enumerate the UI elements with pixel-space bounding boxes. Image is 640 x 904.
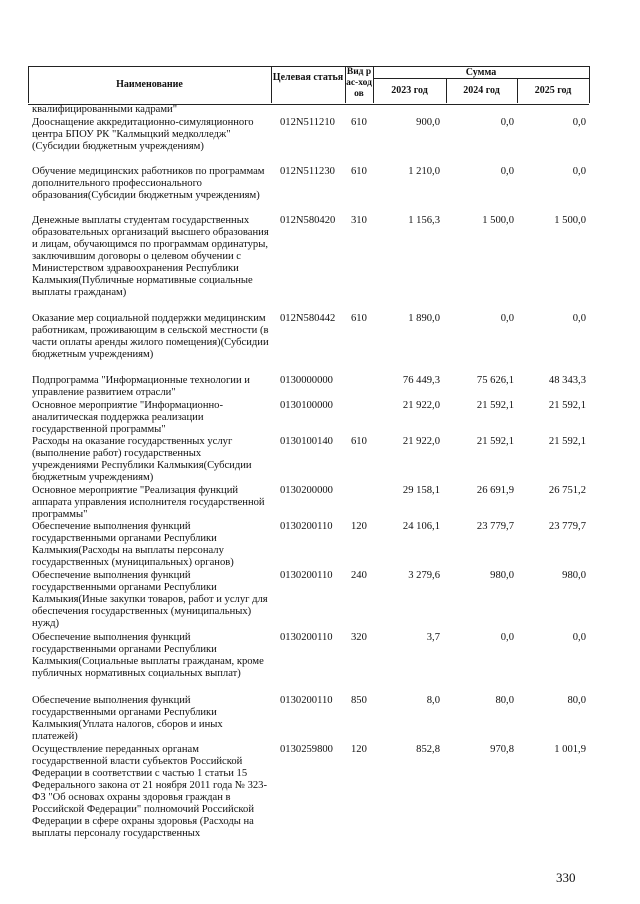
row-code: 0130000000 bbox=[280, 375, 333, 386]
row-code: 0130259800 bbox=[280, 744, 333, 755]
row-2024: 1 500,0 bbox=[482, 215, 514, 226]
row-code: 012N580442 bbox=[280, 313, 336, 324]
row-2023: 24 106,1 bbox=[402, 521, 440, 532]
row-code: 012N580420 bbox=[280, 215, 336, 226]
row-kind: 240 bbox=[351, 570, 367, 581]
row-kind: 610 bbox=[351, 436, 367, 447]
header-name: Наименование bbox=[116, 79, 183, 90]
row-kind: 120 bbox=[351, 521, 367, 532]
row-2023: 900,0 bbox=[416, 117, 440, 128]
row-code: 0130200000 bbox=[280, 485, 333, 496]
row-2025: 26 751,2 bbox=[548, 485, 586, 496]
row-name: Расходы на оказание государственных услуг (выполнение работ) государственных учреждениями Республики Калмыкия(Субсидии бюджетным учреждениям) bbox=[32, 436, 252, 483]
row-2024: 0,0 bbox=[500, 313, 514, 324]
row-name: Основное мероприятие "Информационно-аналитическая поддержка реализации государственной программы" bbox=[32, 400, 223, 435]
row-name: Подпрограмма "Информационные технологии и управление развитием отрасли" bbox=[32, 375, 250, 398]
row-code: 0130100140 bbox=[280, 436, 333, 447]
row-name: Обучение медицинских работников по программам дополнительного профессионального образования(Субсидии бюджетным учреждениям) bbox=[32, 166, 265, 201]
row-2025: 0,0 bbox=[572, 632, 586, 643]
row-name: квалифицированными кадрами" bbox=[32, 104, 178, 115]
row-2023: 29 158,1 bbox=[402, 485, 440, 496]
row-kind: 120 bbox=[351, 744, 367, 755]
row-name: Обеспечение выполнения функций государственными органами Республики Калмыкия(Социальные выплаты гражданам, кроме публичных нормативных социальных выплат) bbox=[32, 632, 264, 679]
header-year-2024: 2024 год bbox=[463, 85, 500, 96]
row-2023: 3,7 bbox=[426, 632, 440, 643]
row-2024: 21 592,1 bbox=[476, 400, 514, 411]
row-2024: 21 592,1 bbox=[476, 436, 514, 447]
row-code: 012N511210 bbox=[280, 117, 335, 128]
row-kind: 310 bbox=[351, 215, 367, 226]
row-2024: 980,0 bbox=[490, 570, 514, 581]
row-2024: 0,0 bbox=[500, 632, 514, 643]
row-kind: 850 bbox=[351, 695, 367, 706]
row-2024: 80,0 bbox=[495, 695, 514, 706]
row-name: Осуществление переданных органам государственной власти субъектов Российской Федерации в соответствии с частью 1 статьи 15 Федерального закона от 21 ноября 2011 года № 323-ФЗ "Об основах охраны здоровья граждан в Российской Федерации" полномочий Российской Федерации в сфере охраны здоровья (Расходы на выплаты персоналу государственных bbox=[32, 744, 267, 839]
row-2025: 21 592,1 bbox=[548, 436, 586, 447]
row-2023: 852,8 bbox=[416, 744, 440, 755]
row-2025: 0,0 bbox=[572, 166, 586, 177]
row-code: 0130200110 bbox=[280, 521, 333, 532]
header-kind: Вид рас-ходов bbox=[346, 67, 372, 99]
row-code: 0130200110 bbox=[280, 695, 333, 706]
row-2025: 1 500,0 bbox=[554, 215, 586, 226]
header-sum: Сумма bbox=[465, 67, 497, 78]
row-kind: 610 bbox=[351, 313, 367, 324]
row-name: Денежные выплаты студентам государственных образовательных организаций высшего образования и лицам, обучающимся по программам ординатуры, заключившим договоры о целевом обучении с Министерством здравоохранения Республики Калмыкия(Публичные нормативные социальные выплаты гражданам) bbox=[32, 215, 269, 298]
row-name: Оказание мер социальной поддержки медицинским работникам, проживающим в сельской местности (в части оплаты аренды жилого помещения)(Субсидии бюджетным учреждениям) bbox=[32, 313, 269, 360]
row-2023: 8,0 bbox=[426, 695, 440, 706]
header-code: Целевая статья bbox=[272, 72, 344, 83]
row-2025: 0,0 bbox=[572, 117, 586, 128]
row-2024: 26 691,9 bbox=[476, 485, 514, 496]
row-code: 0130200110 bbox=[280, 632, 333, 643]
header-year-2025: 2025 год bbox=[534, 85, 572, 96]
row-2025: 23 779,7 bbox=[548, 521, 586, 532]
row-2025: 48 343,3 bbox=[548, 375, 586, 386]
row-2025: 80,0 bbox=[567, 695, 586, 706]
row-2023: 21 922,0 bbox=[402, 436, 440, 447]
row-name: Дооснащение аккредитационно-симуляционного центра БПОУ РК "Калмыцкий медколледж"(Субсидии бюджетным учреждениям) bbox=[32, 117, 254, 152]
row-2024: 75 626,1 bbox=[476, 375, 514, 386]
row-2024: 0,0 bbox=[500, 117, 514, 128]
row-2025: 21 592,1 bbox=[548, 400, 586, 411]
row-2025: 0,0 bbox=[572, 313, 586, 324]
row-name: Обеспечение выполнения функций государственными органами Республики Калмыкия(Расходы на выплаты персоналу государственных (муниципальных) органов) bbox=[32, 521, 234, 568]
row-2023: 1 890,0 bbox=[408, 313, 440, 324]
row-2025: 1 001,9 bbox=[554, 744, 586, 755]
row-kind: 320 bbox=[351, 632, 367, 643]
row-kind: 610 bbox=[351, 166, 367, 177]
row-2023: 1 210,0 bbox=[408, 166, 440, 177]
row-2024: 0,0 bbox=[500, 166, 514, 177]
row-code: 0130100000 bbox=[280, 400, 333, 411]
header-divider bbox=[589, 66, 590, 103]
page-number: 330 bbox=[556, 870, 576, 885]
row-2023: 1 156,3 bbox=[408, 215, 440, 226]
row-name: Обеспечение выполнения функций государственными органами Республики Калмыкия(Иные закупки товаров, работ и услуг для обеспечения государственных (муниципальных) нужд) bbox=[32, 570, 268, 629]
row-2023: 3 279,6 bbox=[408, 570, 440, 581]
row-name: Основное мероприятие "Реализация функций аппарата управления исполнителя государственной программы" bbox=[32, 485, 265, 520]
row-code: 012N511230 bbox=[280, 166, 335, 177]
row-2025: 980,0 bbox=[562, 570, 586, 581]
row-2024: 23 779,7 bbox=[476, 521, 514, 532]
row-kind: 610 bbox=[351, 117, 367, 128]
row-2023: 76 449,3 bbox=[402, 375, 440, 386]
row-name: Обеспечение выполнения функций государственными органами Республики Калмыкия(Уплата налогов, сборов и иных платежей) bbox=[32, 695, 223, 742]
row-2023: 21 922,0 bbox=[402, 400, 440, 411]
row-2024: 970,8 bbox=[490, 744, 514, 755]
row-code: 0130200110 bbox=[280, 570, 333, 581]
header-year-2023: 2023 год bbox=[391, 85, 428, 96]
